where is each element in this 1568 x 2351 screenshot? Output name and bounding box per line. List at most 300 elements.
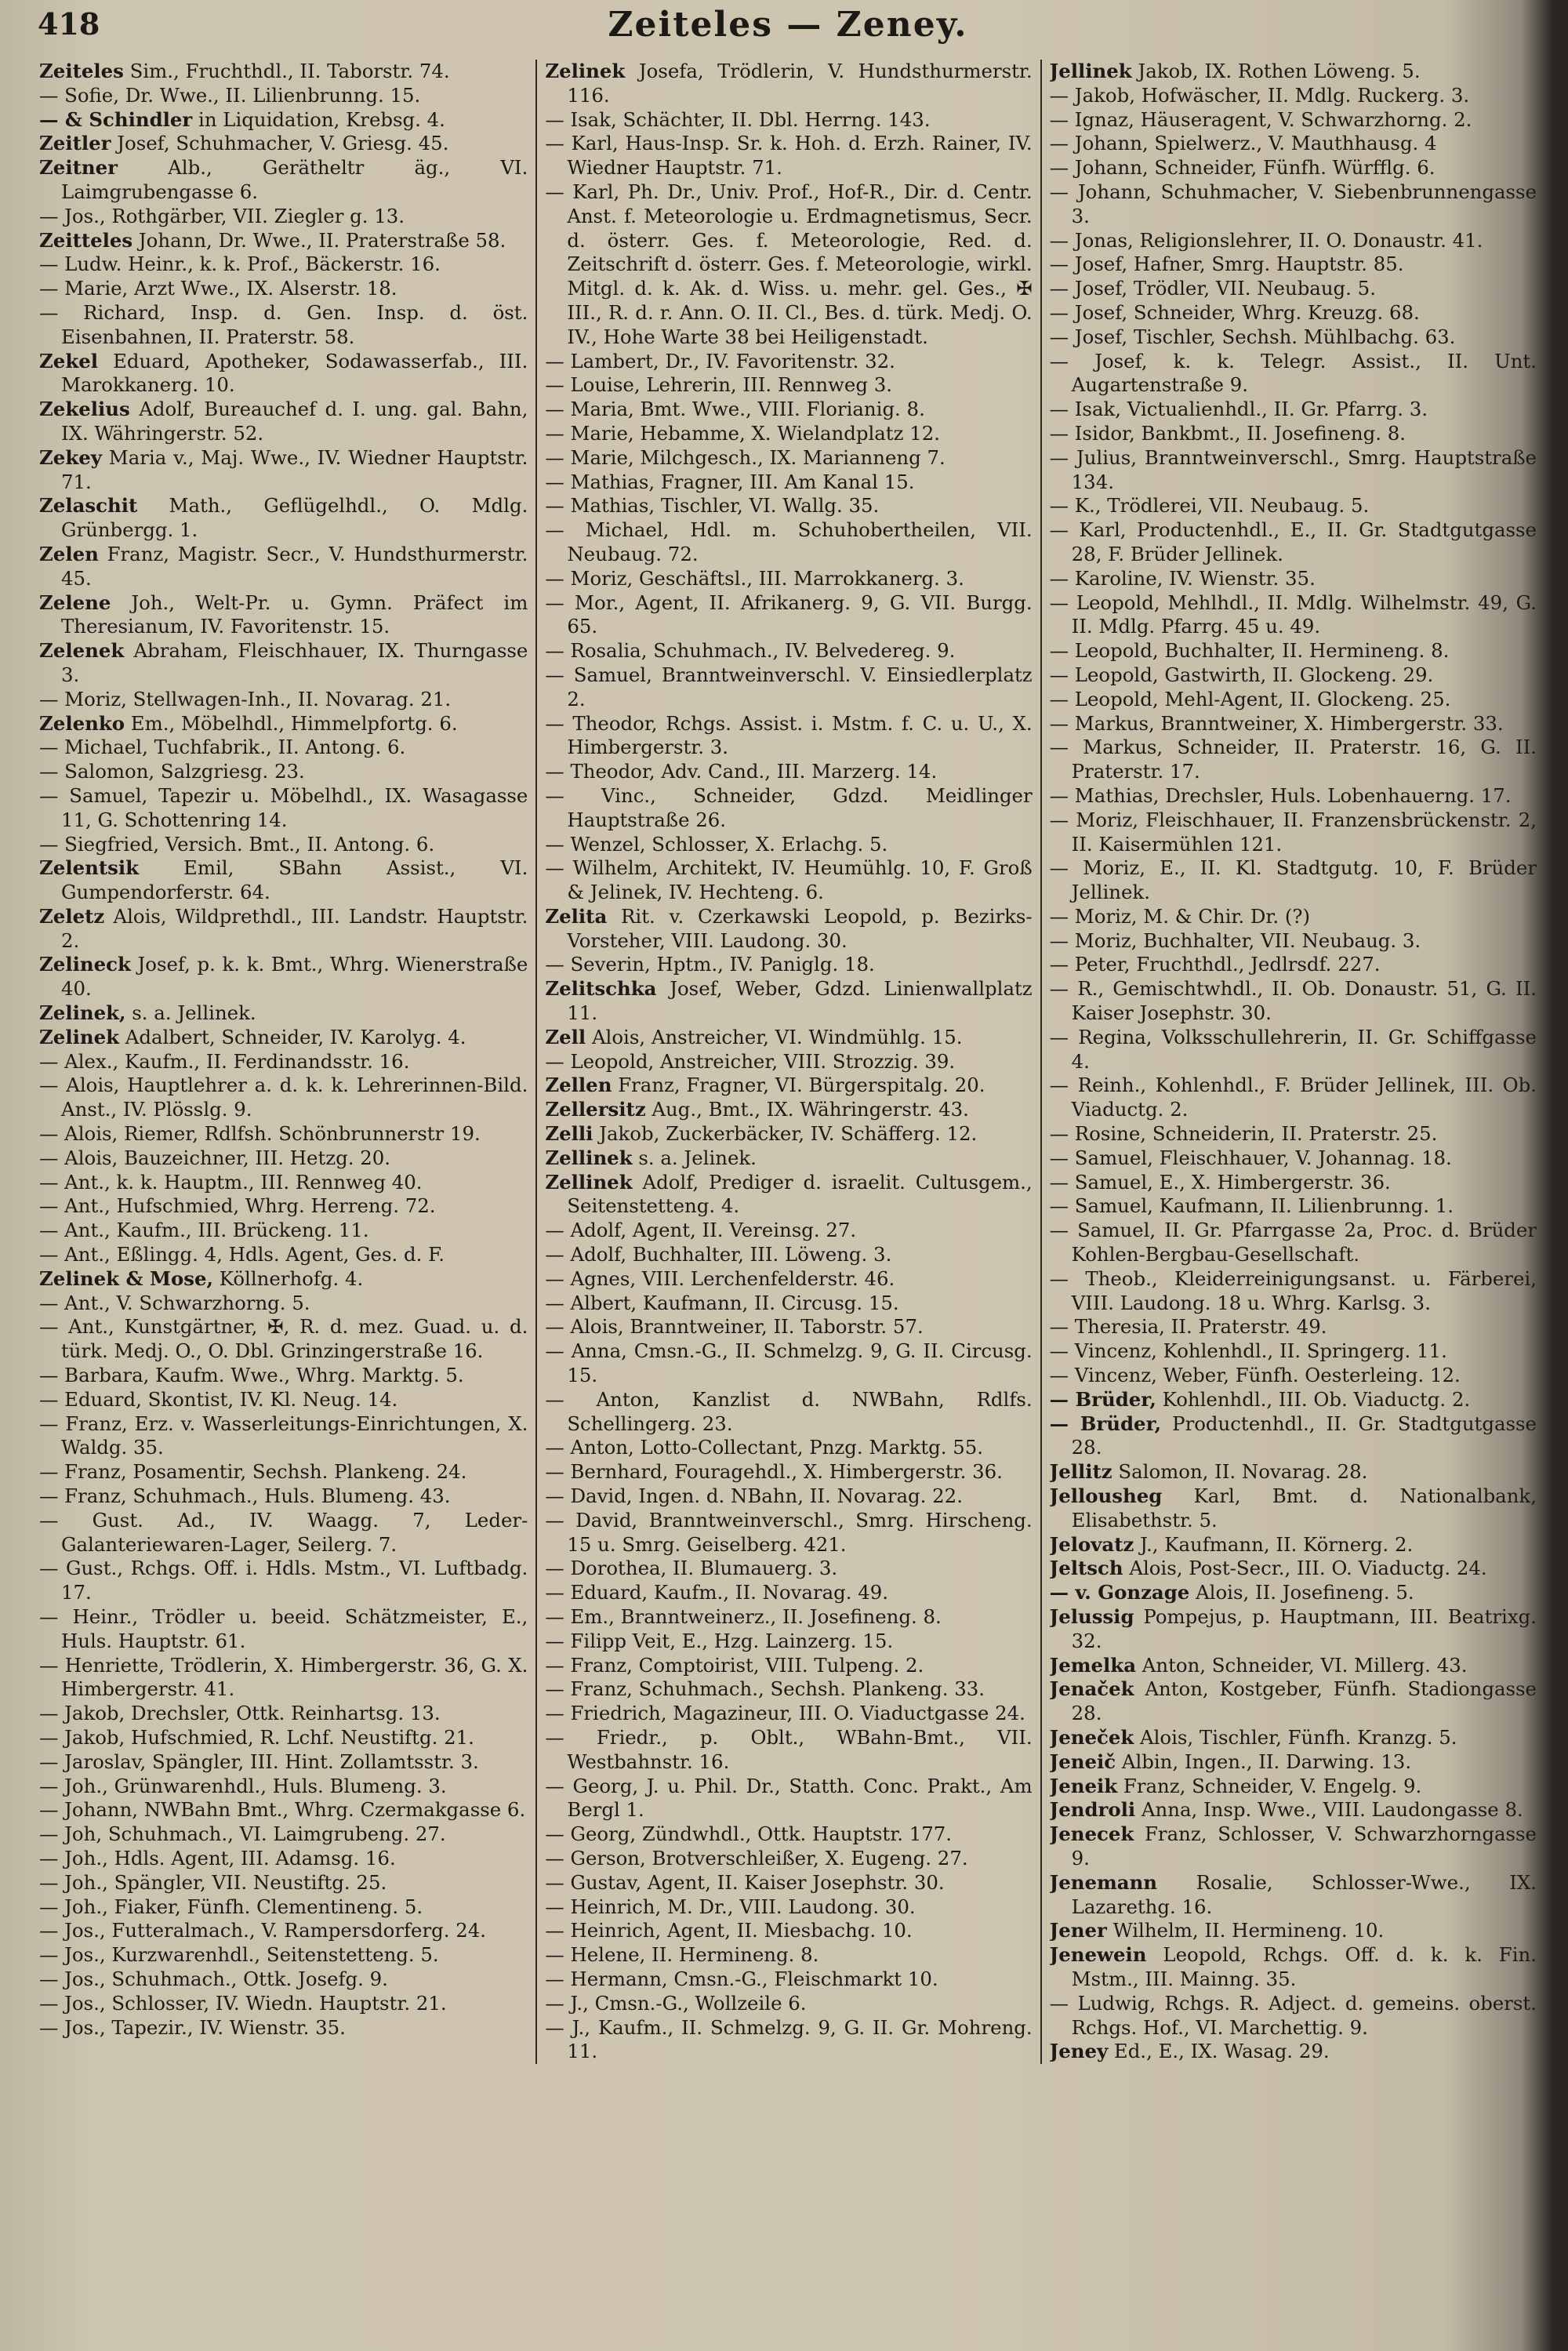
entry-details: — Alois, Bauzeichner, III. Hetzg. 20. <box>39 1146 390 1169</box>
directory-entry <box>545 1267 1032 1292</box>
directory-entry <box>39 856 528 905</box>
entry-details: — Ant., Hufschmied, Whrg. Herreng. 72. <box>39 1194 436 1218</box>
directory-entry <box>545 1026 1032 1050</box>
entry-details: — Karl, Productenhdl., E., II. Gr. Stadtgutgasse 28, F. Brüder Jellinek. <box>1049 518 1537 565</box>
directory-entry <box>39 543 528 591</box>
directory-entry <box>545 1098 1032 1122</box>
directory-entry <box>545 60 1032 108</box>
columns <box>31 60 1544 2064</box>
directory-entry <box>39 1750 528 1775</box>
directory-entry <box>545 180 1032 350</box>
entry-surname: Jellitz <box>1049 1460 1112 1484</box>
directory-entry <box>1050 301 1537 325</box>
directory-entry <box>39 905 528 954</box>
entry-surname: — Brüder, <box>1049 1412 1162 1435</box>
entry-details: — Georg, Zündwhdl., Ottk. Hauptstr. 177. <box>545 1822 953 1846</box>
entry-details: — Theresia, II. Praterstr. 49. <box>1049 1315 1327 1339</box>
entry-surname: Zekelius <box>39 398 130 421</box>
directory-entry <box>39 1775 528 1799</box>
directory-entry <box>545 784 1032 833</box>
directory-entry <box>1050 1605 1537 1654</box>
directory-entry <box>1050 156 1537 180</box>
entry-details: — J., Kaufm., II. Schmelzg. 9, G. II. Gr. Mohreng. 11. <box>545 2015 1033 2063</box>
entry-surname: — v. Gonzage <box>1049 1581 1190 1604</box>
directory-entry <box>545 1292 1032 1316</box>
entry-details: — Severin, Hptm., IV. Paniglg. 18. <box>545 953 875 976</box>
entry-details: — Moriz, Buchhalter, VII. Neubaug. 3. <box>1049 928 1421 952</box>
entry-surname: Jeltsch <box>1049 1557 1123 1580</box>
entry-surname: Zelineck <box>39 953 131 976</box>
directory-entry <box>545 398 1032 422</box>
entry-details: — Leopold, Buchhalter, II. Hermineng. 8. <box>1049 639 1450 663</box>
entry-details: — Julius, Branntweinverschl., Smrg. Hauptstraße 134. <box>1049 445 1537 493</box>
directory-entry <box>545 1436 1032 1460</box>
entry-details: — Johann, NWBahn Bmt., Whrg. Czermakgasse 6. <box>39 1798 526 1822</box>
entry-details: Franz, Fragner, VI. Bürgerspitalg. 20. <box>612 1074 985 1097</box>
entry-details: Josef, p. k. k. Bmt., Whrg. Wienerstraße 40. <box>61 953 528 1001</box>
entry-surname: Zekel <box>39 349 99 372</box>
directory-entry <box>1050 1871 1537 1920</box>
entry-details: s. a. Jellinek. <box>125 1001 256 1025</box>
entry-details: — Theodor, Rchgs. Assist. i. Mstm. f. C. u. U., X. Himbergerstr. 3. <box>545 711 1033 759</box>
directory-entry <box>39 1074 528 1122</box>
directory-entry <box>545 446 1032 471</box>
directory-entry <box>39 1194 528 1219</box>
directory-entry <box>1050 1484 1537 1533</box>
directory-entry <box>1050 132 1537 156</box>
directory-entry <box>545 856 1032 905</box>
entry-surname: Jemelka <box>1049 1653 1137 1677</box>
entry-details: — Karl, Haus-Insp. Sr. k. Hoh. d. Erzh. Rainer, IV. Wiedner Hauptstr. 71. <box>545 132 1033 180</box>
directory-entry <box>39 1412 528 1461</box>
entry-details: — Josef, Hafner, Smrg. Hauptstr. 85. <box>1049 253 1404 276</box>
directory-entry <box>545 494 1032 518</box>
directory-entry <box>39 591 528 640</box>
entry-details: — Moriz, E., II. Kl. Stadtgutg. 10, F. Brüder Jellinek. <box>1049 856 1537 904</box>
entry-details: — Reinh., Kohlenhdl., F. Brüder Jellinek, III. Ob. Viaductg. 2. <box>1049 1074 1537 1121</box>
directory-entry <box>1050 1822 1537 1871</box>
directory-entry <box>1050 663 1537 688</box>
directory-entry <box>1050 1677 1537 1726</box>
entry-surname: Zelinek <box>39 1025 120 1048</box>
entry-surname: Zelitschka <box>545 977 657 1001</box>
entry-details: — Jos., Rothgärber, VII. Ziegler g. 13. <box>39 204 405 227</box>
entry-details: — Jakob, Hofwäscher, II. Mdlg. Ruckerg. 3. <box>1049 83 1470 107</box>
directory-entry <box>39 350 528 398</box>
directory-entry <box>39 253 528 277</box>
directory-entry <box>1050 784 1537 808</box>
directory-entry <box>39 1219 528 1243</box>
entry-details: — Gerson, Brotverschleißer, X. Eugeng. 27. <box>545 1846 968 1870</box>
entry-details: — Richard, Insp. d. Gen. Insp. d. öst. Eisenbahnen, II. Praterstr. 58. <box>39 300 528 348</box>
entry-details: Em., Möbelhdl., Himmelpfortg. 6. <box>125 711 458 735</box>
entry-details: Kohlenhdl., III. Ob. Viaductg. 2. <box>1156 1387 1471 1411</box>
entry-details: — Anton, Kanzlist d. NWBahn, Rdlfs. Schellingerg. 23. <box>545 1387 1033 1435</box>
directory-entry <box>1050 1267 1537 1316</box>
entry-details: — Eduard, Kaufm., II. Novarag. 49. <box>545 1581 889 1604</box>
entry-details: Rosalie, Schlosser-Wwe., IX. Lazarethg. 16. <box>1071 1870 1537 1918</box>
entry-details: Anton, Schneider, VI. Millerg. 43. <box>1136 1653 1468 1677</box>
directory-entry <box>39 688 528 712</box>
entry-details: — Vinc., Schneider, Gdzd. Meidlinger Hauptstraße 26. <box>545 783 1033 831</box>
entry-details: — Franz, Posamentir, Sechsh. Plankeng. 24. <box>39 1460 467 1484</box>
entry-details: Josef, Weber, Gdzd. Linienwallplatz 11. <box>567 977 1033 1025</box>
directory-entry <box>39 833 528 857</box>
entry-details: Johann, Dr. Wwe., II. Praterstraße 58. <box>132 228 506 252</box>
entry-details: — David, Branntweinverschl., Smrg. Hirscheng. 15 u. Smrg. Geiselberg. 421. <box>545 1508 1033 1556</box>
entry-details: — Moriz, Stellwagen-Inh., II. Novarag. 21. <box>39 687 452 710</box>
entry-details: — Gust., Rchgs. Off. i. Hdls. Mstm., VI. Luftbadg. 17. <box>39 1557 528 1604</box>
directory-entry <box>1050 1943 1537 1992</box>
directory-entry <box>545 1171 1032 1219</box>
entry-details: — Anton, Lotto-Collectant, Pnzg. Marktg. 55. <box>545 1436 984 1459</box>
directory-entry <box>39 205 528 229</box>
entry-surname: Zellersitz <box>545 1098 646 1121</box>
entry-details: Ed., E., IX. Wasag. 29. <box>1108 2040 1330 2063</box>
directory-entry <box>545 471 1032 495</box>
running-head: Zeiteles — Zeney. <box>608 5 968 45</box>
directory-entry <box>1050 712 1537 736</box>
entry-details: Aug., Bmt., IX. Währingerstr. 43. <box>645 1098 969 1121</box>
directory-entry <box>39 760 528 784</box>
entry-details: — Josef, Schneider, Whrg. Kreuzg. 68. <box>1049 300 1420 324</box>
entry-details: — Isak, Victualienhdl., II. Gr. Pfarrg. 3. <box>1049 398 1428 421</box>
directory-entry <box>39 1871 528 1895</box>
entry-surname: Jeneik <box>1049 1774 1118 1797</box>
directory-entry <box>39 1895 528 1920</box>
entry-details: — Alois, Riemer, Rdlfsh. Schönbrunnerstr 19. <box>39 1122 481 1146</box>
directory-entry <box>545 1339 1032 1388</box>
entry-surname: Zeiteles <box>39 60 124 82</box>
entry-details: — Friedrich, Magazineur, III. O. Viaductgasse 24. <box>545 1702 1025 1725</box>
entry-details: — Maria, Bmt. Wwe., VIII. Florianig. 8. <box>545 398 925 421</box>
entry-details: — Michael, Tuchfabrik., II. Antong. 6. <box>39 736 406 759</box>
entry-details: — Leopold, Anstreicher, VIII. Strozzig. 39. <box>545 1049 956 1073</box>
directory-entry <box>39 84 528 108</box>
directory-entry <box>1050 1581 1537 1605</box>
directory-entry <box>1050 1122 1537 1146</box>
directory-entry <box>39 60 528 84</box>
entry-surname: Zeitteles <box>39 228 133 252</box>
directory-entry <box>1050 84 1537 108</box>
entry-surname: Zelentsik <box>39 856 140 880</box>
entry-surname: Zelita <box>545 904 608 928</box>
directory-entry <box>1050 905 1537 929</box>
directory-entry <box>1050 1388 1537 1412</box>
directory-entry <box>39 712 528 736</box>
directory-entry <box>39 1001 528 1026</box>
directory-entry <box>545 1847 1032 1871</box>
entry-details: — Louise, Lehrerin, III. Rennweg 3. <box>545 373 893 397</box>
entry-details: Emil, SBahn Assist., VI. Gumpendorferstr. 64. <box>61 856 528 904</box>
entry-details: — Heinrich, Agent, II. Miesbachg. 10. <box>545 1919 913 1942</box>
entry-details: Wilhelm, II. Hermineng. 10. <box>1106 1919 1385 1942</box>
directory-entry <box>39 1726 528 1750</box>
directory-entry <box>545 1822 1032 1847</box>
directory-entry <box>1050 229 1537 253</box>
directory-entry <box>545 977 1032 1026</box>
directory-entry <box>1050 1992 1537 2040</box>
entry-details: — J., Cmsn.-G., Wollzeile 6. <box>545 1991 807 2015</box>
directory-entry <box>39 1605 528 1654</box>
entry-details: — Heinrich, M. Dr., VIII. Laudong. 30. <box>545 1895 916 1918</box>
entry-surname: Jellinek <box>1049 60 1132 82</box>
entry-details: in Liquidation, Krebsg. 4. <box>192 107 445 131</box>
directory-entry <box>1050 180 1537 229</box>
entry-surname: Zellinek <box>545 1170 633 1194</box>
directory-entry <box>39 132 528 156</box>
entry-details: — Hermann, Cmsn.-G., Fleischmarkt 10. <box>545 1967 938 1990</box>
directory-entry <box>39 1315 528 1364</box>
entry-details: — Wilhelm, Architekt, IV. Heumühlg. 10, F. Groß & Jelinek, IV. Hechteng. 6. <box>545 856 1033 904</box>
directory-entry <box>545 712 1032 761</box>
entry-details: — Leopold, Gastwirth, II. Glockeng. 29. <box>1049 663 1434 686</box>
directory-entry <box>39 1026 528 1050</box>
entry-details: Joh., Welt-Pr. u. Gymn. Präfect im Theresianum, IV. Favoritenstr. 15. <box>61 590 528 638</box>
entry-details: — Agnes, VIII. Lerchenfelderstr. 46. <box>545 1266 895 1290</box>
directory-entry <box>1050 398 1537 422</box>
directory-entry <box>1050 422 1537 446</box>
column-3 <box>1040 60 1544 2064</box>
entry-details: — Jos., Schuhmach., Ottk. Josefg. 9. <box>39 1967 388 1990</box>
entry-surname: Zelen <box>39 542 99 565</box>
column-2 <box>535 60 1040 2064</box>
entry-details: — Theob., Kleiderreinigungsanst. u. Färberei, VIII. Laudong. 18 u. Whrg. Karlsg. 3. <box>1049 1266 1537 1314</box>
entry-details: — Adolf, Agent, II. Vereinsg. 27. <box>545 1219 857 1242</box>
entry-details: — Samuel, Fleischhauer, V. Johannag. 18. <box>1049 1146 1452 1169</box>
entry-details: — Samuel, II. Gr. Pfarrgasse 2a, Proc. d. Brüder Kohlen-Bergbau-Gesellschaft. <box>1049 1219 1537 1266</box>
entry-details: — K., Trödlerei, VII. Neubaug. 5. <box>1049 494 1370 518</box>
directory-entry <box>545 663 1032 712</box>
directory-entry <box>1050 1533 1537 1557</box>
directory-entry <box>1050 1412 1537 1461</box>
directory-entry <box>1050 1074 1537 1122</box>
directory-entry <box>545 1871 1032 1895</box>
entry-details: — Leopold, Mehl-Agent, II. Glockeng. 25. <box>1049 687 1451 710</box>
directory-entry <box>1050 350 1537 398</box>
entry-details: — Barbara, Kaufm. Wwe., Whrg. Marktg. 5. <box>39 1364 464 1387</box>
directory-entry <box>545 1122 1032 1146</box>
entry-details: — Vincenz, Weber, Fünfh. Oesterleing. 12. <box>1049 1364 1461 1387</box>
entry-details: — Johann, Schneider, Fünfh. Würfflg. 6. <box>1049 156 1436 180</box>
entry-details: — R., Gemischtwhdl., II. Ob. Donaustr. 51, G. II. Kaiser Josephstr. 30. <box>1049 977 1537 1025</box>
entry-details: — Markus, Schneider, II. Praterstr. 16, G. II. Praterstr. 17. <box>1049 736 1537 783</box>
entry-details: Adolf, Bureauchef d. I. ung. gal. Bahn, IX. Währingerstr. 52. <box>61 398 528 445</box>
entry-details: — Michael, Hdl. m. Schuhobertheilen, VII. Neubaug. 72. <box>545 518 1033 565</box>
entry-details: J., Kaufmann, II. Körnerg. 2. <box>1134 1532 1414 1556</box>
directory-entry <box>545 639 1032 663</box>
directory-entry <box>39 1122 528 1146</box>
entry-surname: — Brüder, <box>1049 1387 1156 1411</box>
directory-entry <box>545 108 1032 133</box>
entry-details: Eduard, Apotheker, Sodawasserfab., III. Marokkanerg. 10. <box>61 349 528 397</box>
entry-surname: Jellousheg <box>1049 1484 1163 1508</box>
directory-entry <box>39 1146 528 1171</box>
entry-details: Franz, Schlosser, V. Schwarzhorngasse 9. <box>1071 1822 1537 1870</box>
directory-entry <box>1050 325 1537 350</box>
entry-surname: Jelussig <box>1049 1605 1134 1628</box>
entry-details: — Marie, Milchgesch., IX. Marianneng 7. <box>545 445 946 469</box>
directory-entry <box>1050 1460 1537 1484</box>
entry-details: Alois, Post-Secr., III. O. Viaductg. 24. <box>1123 1557 1487 1580</box>
directory-entry <box>545 1943 1032 1968</box>
directory-entry <box>545 373 1032 398</box>
directory-entry <box>545 350 1032 374</box>
entry-details: — Ant., Kunstgärtner, ✠, R. d. mez. Guad. u. d. türk. Medj. O., O. Dbl. Grinzingerstraße 16. <box>39 1315 528 1363</box>
entry-details: s. a. Jelinek. <box>632 1146 757 1169</box>
directory-entry <box>545 1460 1032 1484</box>
directory-entry <box>545 905 1032 954</box>
entry-details: — Moriz, Geschäftsl., III. Marrokkanerg. 3. <box>545 566 964 590</box>
directory-entry <box>39 1992 528 2016</box>
entry-details: — David, Ingen. d. NBahn, II. Novarag. 22. <box>545 1484 963 1508</box>
directory-entry <box>545 567 1032 591</box>
directory-entry <box>545 1726 1032 1775</box>
entry-details: Rit. v. Czerkawski Leopold, p. Bezirks-Vorsteher, VIII. Laudong. 30. <box>567 904 1033 952</box>
entry-details: — Jos., Futteralmach., V. Rampersdorferg. 24. <box>39 1919 487 1942</box>
directory-entry <box>39 1798 528 1822</box>
directory-entry <box>39 1171 528 1195</box>
directory-entry <box>545 1146 1032 1171</box>
entry-surname: Jelovatz <box>1049 1532 1134 1556</box>
directory-entry <box>545 1388 1032 1437</box>
entry-details: — Dorothea, II. Blumauerg. 3. <box>545 1557 838 1580</box>
entry-details: Maria v., Maj. Wwe., IV. Wiedner Hauptstr. 71. <box>61 445 528 493</box>
entry-surname: Jenemann <box>1049 1870 1158 1894</box>
directory-entry <box>39 301 528 350</box>
entry-details: — Peter, Fruchthdl., Jedlrsdf. 227. <box>1049 953 1381 976</box>
directory-entry <box>1050 1750 1537 1775</box>
directory-entry <box>39 1557 528 1605</box>
entry-details: — Jos., Tapezir., IV. Wienstr. 35. <box>39 2015 346 2039</box>
directory-entry <box>1050 977 1537 1026</box>
entry-details: Anna, Insp. Wwe., VIII. Laudongasse 8. <box>1135 1798 1523 1822</box>
entry-details: — Siegfried, Versich. Bmt., II. Antong. 6. <box>39 832 435 856</box>
entry-details: — Vincenz, Kohlenhdl., II. Springerg. 11. <box>1049 1339 1447 1363</box>
directory-entry <box>39 1968 528 1992</box>
entry-details: — Alex., Kaufm., II. Ferdinandsstr. 16. <box>39 1049 410 1073</box>
entry-details: — Joh., Fiaker, Fünfh. Clementineng. 5. <box>39 1895 423 1918</box>
entry-details: — Franz, Erz. v. Wasserleitungs-Einrichtungen, X. Waldg. 35. <box>39 1412 528 1459</box>
entry-details: — Joh., Hdls. Agent, III. Adamsg. 16. <box>39 1846 396 1870</box>
entry-details: — Alois, Hauptlehrer a. d. k. k. Lehrerinnen-Bild. Anst., IV. Plösslg. 9. <box>39 1074 528 1121</box>
entry-details: — Lambert, Dr., IV. Favoritenstr. 32. <box>545 349 895 372</box>
directory-entry <box>545 1605 1032 1630</box>
entry-details: Adolf, Prediger d. israelit. Cultusgem., Seitenstetteng. 4. <box>567 1170 1033 1218</box>
entry-details: — Ant., k. k. Hauptm., III. Rennweg 40. <box>39 1170 423 1194</box>
entry-details: — Marie, Arzt Wwe., IX. Alserstr. 18. <box>39 277 397 300</box>
entry-details: Albin, Ingen., II. Darwing. 13. <box>1116 1750 1412 1773</box>
directory-entry <box>545 518 1032 567</box>
entry-details: — Marie, Hebamme, X. Wielandplatz 12. <box>545 421 941 445</box>
entry-details: Franz, Schneider, V. Engelg. 9. <box>1117 1774 1422 1797</box>
entry-details: — Franz, Comptoirist, VIII. Tulpeng. 2. <box>545 1653 924 1677</box>
directory-entry <box>1050 1339 1537 1364</box>
entry-details: — Salomon, Salzgriesg. 23. <box>39 760 305 783</box>
directory-entry <box>39 277 528 301</box>
entry-details: — Mathias, Tischler, VI. Wallg. 35. <box>545 494 880 518</box>
column-1 <box>31 60 535 2064</box>
entry-details: — Karoline, IV. Wienstr. 35. <box>1049 566 1316 590</box>
entry-details: Leopold, Rchgs. Off. d. k. k. Fin. Mstm., III. Mainng. 35. <box>1071 1943 1537 1990</box>
entry-details: — Gustav, Agent, II. Kaiser Josephstr. 30. <box>545 1870 945 1894</box>
entry-details: — Franz, Schuhmach., Huls. Blumeng. 43. <box>39 1484 451 1508</box>
entry-details: Köllnerhofg. 4. <box>213 1266 364 1290</box>
entry-details: Franz, Magistr. Secr., V. Hundsthurmerstr. 45. <box>61 542 528 590</box>
directory-entry <box>1050 1654 1537 1678</box>
directory-entry <box>545 1775 1032 1823</box>
directory-entry <box>1050 1726 1537 1750</box>
directory-entry <box>545 1968 1032 1992</box>
directory-entry <box>545 422 1032 446</box>
directory-entry <box>1050 494 1537 518</box>
directory-entry <box>1050 567 1537 591</box>
directory-entry <box>545 1702 1032 1726</box>
entry-details: — Moriz, Fleischhauer, II. Franzensbrückenstr. 2, II. Kaisermühlen 121. <box>1049 808 1537 856</box>
directory-entry <box>1050 688 1537 712</box>
directory-entry <box>545 591 1032 640</box>
entry-details: — Friedr., p. Oblt., WBahn-Bmt., VII. Westbahnstr. 16. <box>545 1725 1033 1773</box>
directory-entry <box>545 833 1032 857</box>
entry-details: — Ant., V. Schwarzhorng. 5. <box>39 1291 310 1314</box>
directory-entry <box>1050 953 1537 977</box>
entry-details: Abraham, Fleischhauer, IX. Thurngasse 3. <box>61 639 528 686</box>
entry-details: — Johann, Schuhmacher, V. Siebenbrunnengasse 3. <box>1049 180 1537 227</box>
entry-details: — Samuel, Kaufmann, II. Lilienbrunng. 1. <box>1049 1194 1454 1218</box>
entry-surname: Zeitler <box>39 132 111 155</box>
entry-surname: Zeitner <box>39 156 118 180</box>
directory-entry <box>1050 856 1537 905</box>
directory-entry <box>1050 1171 1537 1195</box>
entry-details: — Adolf, Buchhalter, III. Löweng. 3. <box>545 1243 892 1266</box>
entry-details: — Joh., Grünwarenhdl., Huls. Blumeng. 3. <box>39 1774 447 1797</box>
entry-details: — Anna, Cmsn.-G., II. Schmelzg. 9, G. II. Circusg. 15. <box>545 1339 1033 1387</box>
entry-surname: Zelli <box>545 1122 593 1146</box>
directory-entry <box>39 229 528 253</box>
entry-surname: Jeneič <box>1049 1750 1116 1773</box>
directory-entry <box>39 953 528 1001</box>
entry-surname: Jeney <box>1049 2040 1109 2063</box>
entry-details: — Jos., Kurzwarenhdl., Seitenstetteng. 5. <box>39 1943 439 1967</box>
directory-entry <box>1050 1219 1537 1267</box>
directory-entry <box>545 1050 1032 1074</box>
entry-details: — Samuel, E., X. Himbergerstr. 36. <box>1049 1170 1391 1194</box>
entry-details: — Josef, Trödler, VII. Neubaug. 5. <box>1049 277 1376 300</box>
directory-entry <box>545 1243 1032 1267</box>
directory-entry <box>39 494 528 543</box>
entry-surname: Zelenko <box>39 711 125 735</box>
directory-entry <box>545 1557 1032 1581</box>
directory-entry <box>1050 253 1537 277</box>
entry-details: Math., Geflügelhdl., O. Mdlg. Grünbergg. 1. <box>61 494 528 542</box>
directory-entry <box>545 1895 1032 1920</box>
entry-details: — Ant., Kaufm., III. Brückeng. 11. <box>39 1219 369 1242</box>
directory-entry <box>39 639 528 688</box>
directory-entry <box>1050 2040 1537 2064</box>
directory-entry <box>39 1388 528 1412</box>
entry-details: — Em., Branntweinerz., II. Josefineng. 8. <box>545 1605 942 1628</box>
directory-entry <box>39 1654 528 1702</box>
entry-details: — Jonas, Religionslehrer, II. O. Donaustr. 41. <box>1049 228 1483 252</box>
entry-surname: Jeneček <box>1049 1725 1134 1749</box>
entry-surname: Jenecek <box>1049 1822 1134 1846</box>
entry-details: — Sofie, Dr. Wwe., II. Lilienbrunng. 15. <box>39 83 421 107</box>
entry-details: — Samuel, Branntweinverschl. V. Einsiedlerplatz 2. <box>545 663 1033 710</box>
entry-surname: Jendroli <box>1049 1798 1136 1822</box>
entry-surname: Jenaček <box>1049 1677 1134 1701</box>
entry-details: Productenhdl., II. Gr. Stadtgutgasse 28. <box>1071 1412 1537 1459</box>
entry-details: — Ludwig, Rchgs. R. Adject. d. gemeins. oberst. Rchgs. Hof., VI. Marchettig. 9. <box>1049 1991 1537 2039</box>
